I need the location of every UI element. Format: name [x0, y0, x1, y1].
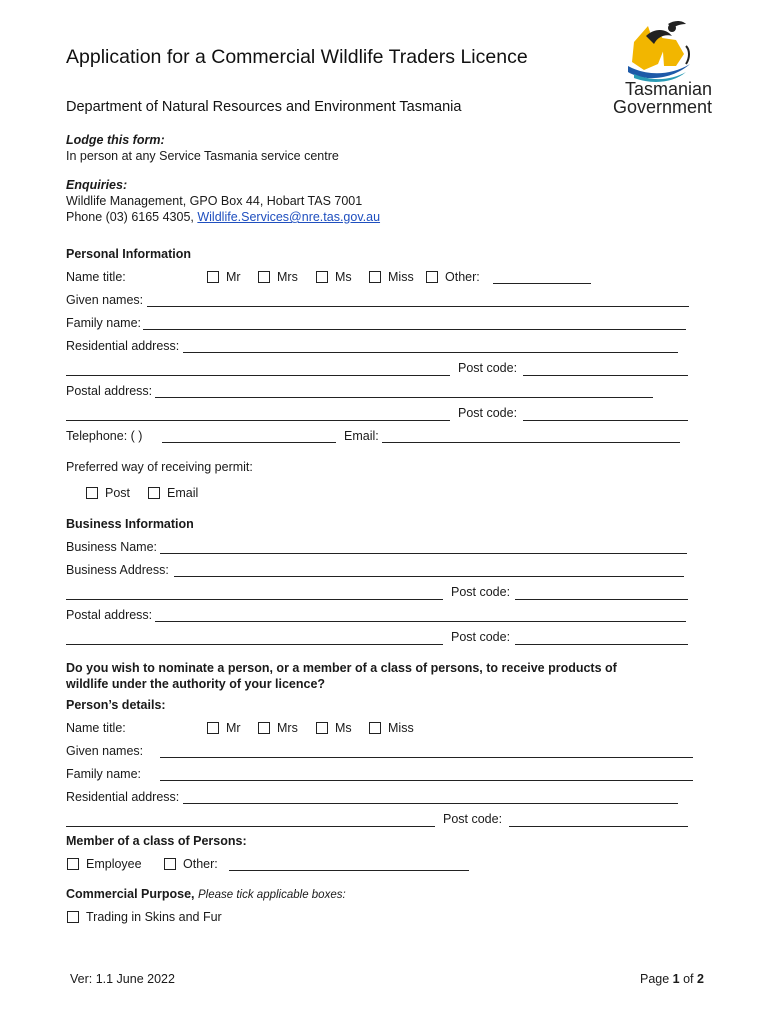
nominee-title-mr-label: Mr — [226, 721, 241, 735]
title-mrs-checkbox[interactable] — [258, 271, 270, 283]
title-other-field[interactable] — [493, 283, 591, 284]
tasmanian-government-logo — [600, 14, 720, 118]
residential-address-field[interactable] — [183, 352, 678, 353]
tasmanian-devil-logo-icon — [600, 14, 720, 84]
class-other-label: Other: — [183, 857, 218, 871]
nominee-given-names-label: Given names: — [66, 744, 144, 758]
page-of: of — [679, 972, 697, 986]
department-name: Department of Natural Resources and Environment Tasmania — [66, 99, 462, 115]
nominee-post-code-label: Post code: — [443, 812, 503, 826]
commercial-purpose-title: Commercial Purpose, — [66, 887, 195, 901]
nominee-residential-address-field[interactable] — [183, 803, 678, 804]
title-mr-checkbox[interactable] — [207, 271, 219, 283]
class-employee-checkbox[interactable] — [67, 858, 79, 870]
phone-text: Phone (03) 6165 4305, — [66, 210, 198, 224]
enquiries-phone — [66, 210, 380, 224]
business-post-code-field[interactable] — [515, 599, 688, 600]
form-title: Application for a Commercial Wildlife Traders Licence — [66, 46, 528, 68]
trading-skins-checkbox[interactable] — [67, 911, 79, 923]
nominee-title-miss-checkbox[interactable] — [369, 722, 381, 734]
business-postal-address-label: Postal address: — [66, 608, 153, 622]
title-other-checkbox[interactable] — [426, 271, 438, 283]
email-field[interactable] — [382, 442, 680, 443]
class-heading: Member of a class of Persons: — [66, 834, 247, 848]
residential-post-code-label: Post code: — [458, 361, 518, 375]
commercial-purpose-hint: Please tick applicable boxes: — [198, 889, 346, 901]
title-ms-checkbox[interactable] — [316, 271, 328, 283]
nominee-family-name-field[interactable] — [160, 780, 693, 781]
business-name-label: Business Name: — [66, 540, 158, 554]
business-address-field[interactable] — [174, 576, 684, 577]
enquiries-address: Wildlife Management, GPO Box 44, Hobart TAS 7001 — [66, 194, 363, 208]
residential-address-label: Residential address: — [66, 339, 180, 353]
business-info-heading: Business Information — [66, 517, 194, 531]
nominee-title-ms-checkbox[interactable] — [316, 722, 328, 734]
nominee-title-mrs-label: Mrs — [277, 721, 298, 735]
postal-post-code-field[interactable] — [523, 420, 688, 421]
business-post-code-label: Post code: — [451, 585, 511, 599]
postal-address-line2-field[interactable] — [66, 420, 450, 421]
lodge-text: In person at any Service Tasmania service centre — [66, 149, 339, 163]
enquiries-heading: Enquiries: — [66, 178, 128, 192]
enquiries-email-link[interactable]: Wildlife.Services@nre.tas.gov.au — [197, 210, 381, 224]
postal-address-label: Postal address: — [66, 384, 153, 398]
nominee-given-names-field[interactable] — [160, 757, 693, 758]
nominee-name-title-label: Name title: — [66, 721, 126, 735]
residential-post-code-field[interactable] — [523, 375, 688, 376]
residential-address-line2-field[interactable] — [66, 375, 450, 376]
page-number — [640, 972, 704, 986]
nominee-post-code-field[interactable] — [509, 826, 688, 827]
nominee-title-mrs-checkbox[interactable] — [258, 722, 270, 734]
postal-address-field[interactable] — [155, 397, 653, 398]
class-other-field[interactable] — [229, 870, 469, 871]
nominee-title-ms-label: Ms — [335, 721, 352, 735]
telephone-label: Telephone: ( ) — [66, 429, 143, 443]
nominee-residential-address-label: Residential address: — [66, 790, 180, 804]
preferred-method-label: Preferred way of receiving permit: — [66, 460, 253, 474]
page-current: 1 — [672, 972, 680, 986]
family-name-label: Family name: — [66, 316, 142, 330]
personal-info-heading: Personal Information — [66, 247, 192, 261]
nominee-family-name-label: Family name: — [66, 767, 142, 781]
logo-text-government: Government — [612, 97, 712, 117]
telephone-field[interactable] — [162, 442, 336, 443]
name-title-label: Name title: — [66, 270, 126, 284]
pref-email-checkbox[interactable] — [148, 487, 160, 499]
business-address-label: Business Address: — [66, 563, 169, 577]
pref-post-label: Post — [105, 486, 131, 500]
class-employee-label: Employee — [86, 857, 142, 871]
given-names-field[interactable] — [147, 306, 689, 307]
email-label: Email: — [344, 429, 379, 443]
class-other-checkbox[interactable] — [164, 858, 176, 870]
title-miss-label: Miss — [388, 270, 414, 284]
version-text: Ver: 1.1 June 2022 — [70, 972, 175, 986]
title-mrs-label: Mrs — [277, 270, 298, 284]
page-total: 2 — [697, 972, 704, 986]
commercial-purpose-heading — [66, 887, 346, 901]
nominee-title-mr-checkbox[interactable] — [207, 722, 219, 734]
business-postal-line2-field[interactable] — [66, 644, 443, 645]
trading-skins-label: Trading in Skins and Fur — [86, 910, 222, 924]
nominate-question-line2: wildlife under the authority of your licence? — [66, 677, 326, 691]
pref-post-checkbox[interactable] — [86, 487, 98, 499]
title-other-label: Other: — [445, 270, 480, 284]
lodge-heading: Lodge this form: — [66, 133, 165, 147]
business-postal-post-code-field[interactable] — [515, 644, 688, 645]
title-miss-checkbox[interactable] — [369, 271, 381, 283]
nominee-title-miss-label: Miss — [388, 721, 414, 735]
nominate-question-line1: Do you wish to nominate a person, or a member of a class of persons, to receive products of — [66, 661, 617, 675]
nominee-residential-line2-field[interactable] — [66, 826, 435, 827]
business-name-field[interactable] — [160, 553, 687, 554]
page-prefix: Page — [640, 972, 673, 986]
title-mr-label: Mr — [226, 270, 241, 284]
business-postal-post-code-label: Post code: — [451, 630, 511, 644]
title-ms-label: Ms — [335, 270, 352, 284]
business-address-line2-field[interactable] — [66, 599, 443, 600]
family-name-field[interactable] — [143, 329, 686, 330]
business-postal-address-field[interactable] — [155, 621, 686, 622]
postal-post-code-label: Post code: — [458, 406, 518, 420]
given-names-label: Given names: — [66, 293, 144, 307]
pref-email-label: Email — [167, 486, 199, 500]
logo-text-tasmanian: Tasmanian — [624, 79, 712, 99]
persons-details-heading: Person’s details: — [66, 698, 166, 712]
